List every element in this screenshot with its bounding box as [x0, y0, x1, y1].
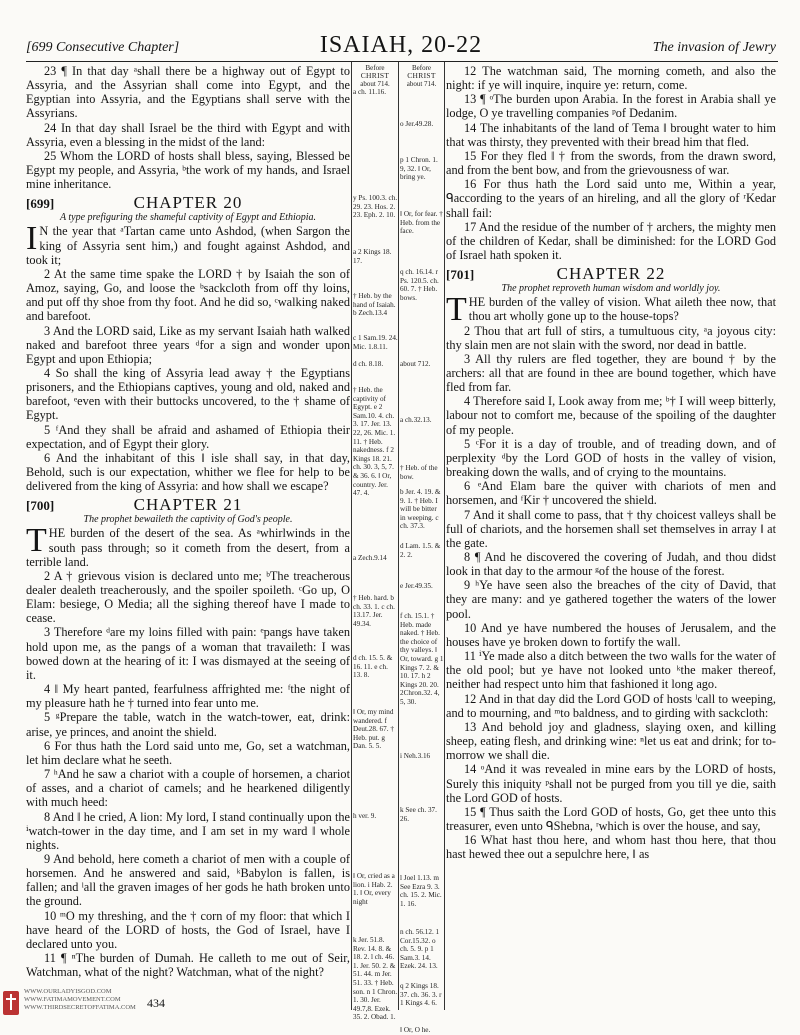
verse: 10 And ye have numbered the houses of Jerusalem, and the houses have ye broken down to fortify the wall.	[446, 620, 776, 649]
margin-reference: q ch. 16.14. r Ps. 120.5. ch. 60. 7. † Heb. bows.	[400, 268, 439, 302]
margin-reference: p 1 Chron. 1. 9, 32. ‖ Or, bring ye.	[400, 156, 438, 182]
drop-cap: T	[446, 291, 467, 329]
verse: N the year that ᵃTartan came unto Ashdod, (when Sargon the king of Assyria sent him,) and fought against Ashdod, and took it;	[26, 224, 350, 267]
margin-date-heading	[399, 64, 444, 88]
margin-christ: CHRIST	[407, 71, 436, 80]
verse: 11 ⁱYe made also a ditch between the two walls for the water of the old pool; but ye have not looked unto ᵏthe maker thereof, neither had respect unto him that fashioned it long ago.	[446, 649, 776, 692]
margin-reference: e Jer.49.35.	[400, 582, 433, 590]
margin-reference: n ch. 56.12. 1 Cor.15.32. o ch. 5. 9. p 1 Sam.3. 14. Ezek. 24. 13.	[400, 928, 440, 971]
chapter-summary: A type prefiguring the shameful captivity of Egypt and Ethiopia.	[59, 212, 317, 224]
verse: 13 And behold joy and gladness, slaying oxen, and killing sheep, eating flesh, and drinking wine: ⁿlet us eat and drink; for to-morrow we shall die.	[446, 719, 776, 763]
verse: 24 In that day shall Israel be the third with Egypt and with Assyria, even a blessing in the midst of the land:	[26, 120, 350, 149]
margin-date-heading	[352, 64, 398, 88]
margin-references-right	[399, 64, 444, 1034]
margin-reference: d Lam. 1.5. & 2. 2.	[400, 542, 441, 559]
margin-reference: † Heb. of the bow.	[400, 464, 438, 481]
verse: 11 ¶ ⁿThe burden of Dumah. He calleth to me out of Seir, Watchman, what of the night? Watchman, what of the night?	[26, 951, 350, 980]
verse: 9 And behold, here cometh a chariot of men with a couple of horsemen. And he answered and said, ᵏBabylon is fallen, is fallen; and ˡall the graven images of her gods he hath broken unto the ground.	[26, 851, 350, 909]
verse: 15 For they fled ‖ † from the swords, from the drawn sword, and from the bent bow, and from the grievousness of war.	[446, 148, 776, 178]
verse: 5 ᶠAnd they shall be afraid and ashamed of Ethiopia their expectation, and of Egypt their glory.	[26, 422, 350, 451]
verse: 10 ᵐO my threshing, and the † corn of my floor: that which I have heard of the LORD of hosts, the God of Israel, have I declared unto you.	[26, 908, 350, 951]
watermark-logo-icon	[2, 990, 20, 1016]
footer-url[interactable]: WWW.THIRDSECRETOFFATIMA.COM	[24, 1004, 136, 1011]
verse: 3 All thy rulers are fled together, they are bound † by the archers: all that are found in thee are bound together, which have fled from far.	[446, 351, 776, 395]
margin-reference: † Heb. by the hand of Isaiah. b Zech.13.4	[353, 292, 396, 318]
verse: 5 ᵍPrepare the table, watch in the watch-tower, eat, drink: arise, ye princes, and anoint the shield.	[26, 710, 350, 739]
verse: 25 Whom the LORD of hosts shall bless, saying, Blessed be Egypt my people, and Assyria, ᵇthe work of my hands, and Israel mine inheritance.	[26, 148, 350, 192]
verse: 3 Therefore ᵈare my loins filled with pain: ᵉpangs have taken hold upon me, as the pangs of a woman that travaileth: I was bowed down at the hearing of it: I was dismayed at the seeing of it.	[26, 625, 350, 682]
margin-reference: o Jer.49.28.	[400, 120, 434, 128]
chapter-summary: The prophet bewaileth the captivity of God's people.	[83, 514, 293, 526]
verse: 3 And the LORD said, Like as my servant Isaiah hath walked naked and barefoot three years ᵈfor a sign and wonder upon Egypt and upon Ethiopia;	[26, 323, 350, 366]
verse: 7 And it shall come to pass, that † thy choicest valleys shall be full of chariots, and the horsemen shall set themselves in array ‖ at the gate.	[446, 507, 776, 550]
verse: 4 So shall the king of Assyria lead away † the Egyptians prisoners, and the Ethiopians captives, young and old, naked and barefoot, ᵉeven with their buttocks uncovered, to the † shame of Egypt.	[26, 365, 350, 423]
drop-cap: T	[26, 522, 47, 560]
footer-url[interactable]: WWW.OURLADYISGOD.COM	[24, 988, 112, 995]
verse: 7 ʰAnd he saw a chariot with a couple of horsemen, a chariot of asses, and a chariot of camels; and he hearkened diligently with much heed:	[26, 767, 350, 810]
verse: 6 ᵉAnd Elam bare the quiver with chariots of men and horsemen, and ᶠKir † uncovered the shield.	[446, 479, 776, 508]
margin-reference: † Heb. hard. b ch. 33. 1. c ch. 13.17. Jer. 49.34.	[353, 594, 395, 628]
chapter-title: CHAPTER 20	[133, 193, 243, 213]
margin-references-left	[352, 64, 398, 1022]
right-text-column	[446, 64, 776, 861]
margin-reference: q 2 Kings 18. 37. ch. 36. 3. r 1 Kings 4. 6.	[400, 982, 442, 1008]
margin-reference: a ch.32.13.	[400, 416, 432, 424]
margin-reference: a ch. 11.16.	[353, 88, 387, 96]
margin-before: Before	[365, 64, 385, 72]
margin-reference: d ch. 8.18.	[353, 360, 384, 368]
margin-reference: k See ch. 37. 26.	[400, 806, 437, 823]
footer-urls	[24, 988, 354, 1012]
margin-reference: ‖ Or, cried as a lion. i Hab. 2. 1. ‖ Or, every night	[353, 872, 395, 906]
chapter-summary: The prophet reproveth human wisdom and worldly joy.	[501, 283, 721, 295]
margin-reference: a Zech.9.14	[353, 554, 387, 562]
header-book-title: ISAIAH, 20-22	[319, 32, 483, 58]
margin-reference: c 1 Sam.19. 24. Mic. 1.8.11.	[353, 334, 398, 351]
verse: 8 And ‖ he cried, A lion: My lord, I stand continually upon the ⁱwatch-tower in the day time, and I am set in my ward ‖ whole nights.	[26, 809, 350, 852]
margin-christ: CHRIST	[360, 71, 390, 80]
margin-reference: f ch. 15.1. † Heb. made naked. † Heb. the choice of thy valleys. ‖ Or, toward. g 1 Kings 7. 2. & 10. 17. h 2 Kings 20. 20. 2Chron.32. 4, 5, 30.	[400, 612, 444, 706]
chapter-title: CHAPTER 21	[133, 495, 243, 515]
column-divider	[398, 62, 399, 1010]
verse: 17 And the residue of the number of † archers, the mighty men of the children of Kedar, shall be diminished: for the LORD God of Israel hath spoken it.	[446, 219, 776, 263]
chapter-heading	[26, 496, 350, 514]
verse: 15 ¶ Thus saith the Lord GOD of hosts, Go, get thee unto this treasurer, even unto ᑫShebna, ʳwhich is over the house, and say,	[446, 804, 776, 833]
column-divider	[351, 62, 352, 1010]
margin-reference: d ch. 15. 5. & 16. 11. e ch. 13. 8.	[353, 654, 393, 680]
verse: 4 Therefore said I, Look away from me; ᵇ† I will weep bitterly, labour not to comfort me, because of the spoiling of the daughter of my people.	[446, 394, 776, 437]
verse: 2 Thou that art full of stirs, a tumultuous city, ᵃa joyous city: thy slain men are not slain with the sword, nor dead in battle.	[446, 323, 776, 352]
verse: 12 And in that day did the Lord GOD of hosts ˡcall to weeping, and to mourning, and ᵐto baldness, and to girding with sackcloth:	[446, 691, 776, 720]
margin-reference: k Jer. 51.8. Rev. 14. 8. & 18. 2. l ch. 46. 1. Jer. 50. 2. & 51. 44. m Jer. 51. 33. † Heb. son. n 1 Chron. 1. 30. Jer. 49.7,8. Ezek. 35. 2. Obad. 1.	[353, 936, 398, 1022]
verse: 8 ¶ And he discovered the covering of Judah, and thou didst look in that day to the armour ᵍof the house of the forest.	[446, 550, 776, 579]
header-topic: The invasion of Jewry	[652, 40, 776, 55]
verse: HE burden of the valley of vision. What aileth thee now, that thou art wholly gone up to the house-tops?	[468, 295, 776, 324]
left-text-column	[26, 64, 350, 979]
margin-reference: i Neh.3.16	[400, 752, 431, 760]
margin-reference: y Ps. 100.3. ch. 29. 23. Hos. 2. 23. Eph. 2. 10.	[353, 194, 398, 220]
verse: 12 The watchman said, The morning cometh, and also the night: if ye will inquire, inquire ye: return, come.	[446, 64, 776, 93]
header-chapter-count: [699 Consecutive Chapter]	[26, 40, 180, 55]
margin-reference: about 712.	[400, 360, 431, 368]
verse: 6 And the inhabitant of this ‖ isle shall say, in that day, Behold, such is our expectation, whither we flee for help to be delivered from the king of Assyria: and how shall we escape?	[26, 450, 350, 494]
chapter-title: CHAPTER 22	[556, 264, 666, 284]
verse: 14 ᵒAnd it was revealed in mine ears by the LORD of hosts, Surely this iniquity ᵖshall not be purged from you till ye die, saith the Lord GOD of hosts.	[446, 762, 776, 805]
verse: 2 A † grievous vision is declared unto me; ᵇThe treacherous dealer dealeth treacherously, and the spoiler spoileth. ᶜGo up, O Elam: besiege, O Media; all the sighing thereof have I made to cease.	[26, 568, 350, 626]
chapter-number: [700]	[26, 498, 55, 514]
page-number: 434	[147, 996, 165, 1010]
verse: 9 ʰYe have seen also the breaches of the city of David, that they are many: and ye gathered together the waters of the lower pool.	[446, 578, 776, 621]
verse: 23 ¶ In that day ᵃshall there be a highway out of Egypt to Assyria, and the Assyrian shall come into Egypt, and the Egyptian into Assyria, and the Egyptians shall serve with the Assyrians.	[26, 64, 350, 121]
footer-url[interactable]: WWW.FATIMAMOVEMENT.COM	[24, 996, 121, 1003]
verse: 6 For thus hath the Lord said unto me, Go, set a watchman, let him declare what he seeth.	[26, 738, 350, 767]
margin-about: about 714.	[406, 80, 437, 88]
column-divider	[444, 62, 445, 1010]
verse: 2 At the same time spake the LORD † by Isaiah the son of Amoz, saying, Go, and loose the ᵇsackcloth from off thy loins, and put off thy shoe from thy foot. And he did so, ᶜwalking naked and barefoot.	[26, 266, 350, 324]
chapter-heading	[446, 265, 776, 283]
chapter-number: [701]	[446, 267, 475, 283]
margin-reference: b Jer. 4. 19. & 9. 1. † Heb. I will be bitter in weeping. c ch. 37.3.	[400, 488, 441, 531]
margin-about: about 714.	[360, 80, 390, 88]
header-rule	[26, 61, 778, 62]
verse: 16 For thus hath the Lord said unto me, Within a year, ᑫaccording to the years of an hireling, and all the glory of ʳKedar shall fail:	[446, 177, 776, 220]
page-header	[26, 32, 776, 62]
verse: 4 ‖ My heart panted, fearfulness affrighted me: ᶠthe night of my pleasure hath he † turned into fear unto me.	[26, 682, 350, 711]
chapter-heading	[26, 194, 350, 212]
margin-reference: l Joel 1.13. m See Ezra 9. 3. ch. 15. 2. Mic. 1. 16.	[400, 874, 442, 908]
verse: 16 What hast thou here, and whom hast thou here, that thou hast hewed thee out a sepulchre here, ‖ as	[446, 833, 776, 862]
margin-reference: ‖ Or, my mind wandered. f Deut.28. 67. † Heb. put. g Dan. 5. 5.	[353, 708, 394, 751]
drop-cap: I	[26, 220, 38, 258]
margin-reference: ‖ Or, for fear. † Heb. from the face.	[400, 210, 443, 236]
margin-reference: a 2 Kings 18. 17.	[353, 248, 392, 265]
verse: 14 The inhabitants of the land of Tema ‖ brought water to him that was thirsty, they prevented with their bread him that fled.	[446, 120, 776, 149]
verse: HE burden of the desert of the sea. As ᵃwhirlwinds in the south pass through; so it cometh from the desert, from a terrible land.	[26, 526, 350, 569]
verse: 5 ᶜFor it is a day of trouble, and of treading down, and of perplexity ᵈby the Lord GOD of hosts in the valley of vision, breaking down the walls, and of crying to the mountains.	[446, 436, 776, 480]
margin-reference: ‖ Or, O he.	[400, 1026, 431, 1034]
chapter-number: [699]	[26, 196, 55, 212]
margin-reference: h ver. 9.	[353, 812, 377, 820]
verse: 13 ¶ ᵒThe burden upon Arabia. In the forest in Arabia shall ye lodge, O ye travelling companies ᵖof Dedanim.	[446, 92, 776, 121]
margin-before: Before	[411, 64, 432, 72]
margin-reference: † Heb. the captivity of Egypt. e 2 Sam.10. 4. ch. 3. 17. Jer. 13. 22, 26. Mic. 1. 11. † Heb. nakedness. f 2 Kings 18. 21. ch. 30. 3, 5, 7. & 36. 6. ‖ Or, country. Jer. 47. 4.	[353, 386, 396, 498]
